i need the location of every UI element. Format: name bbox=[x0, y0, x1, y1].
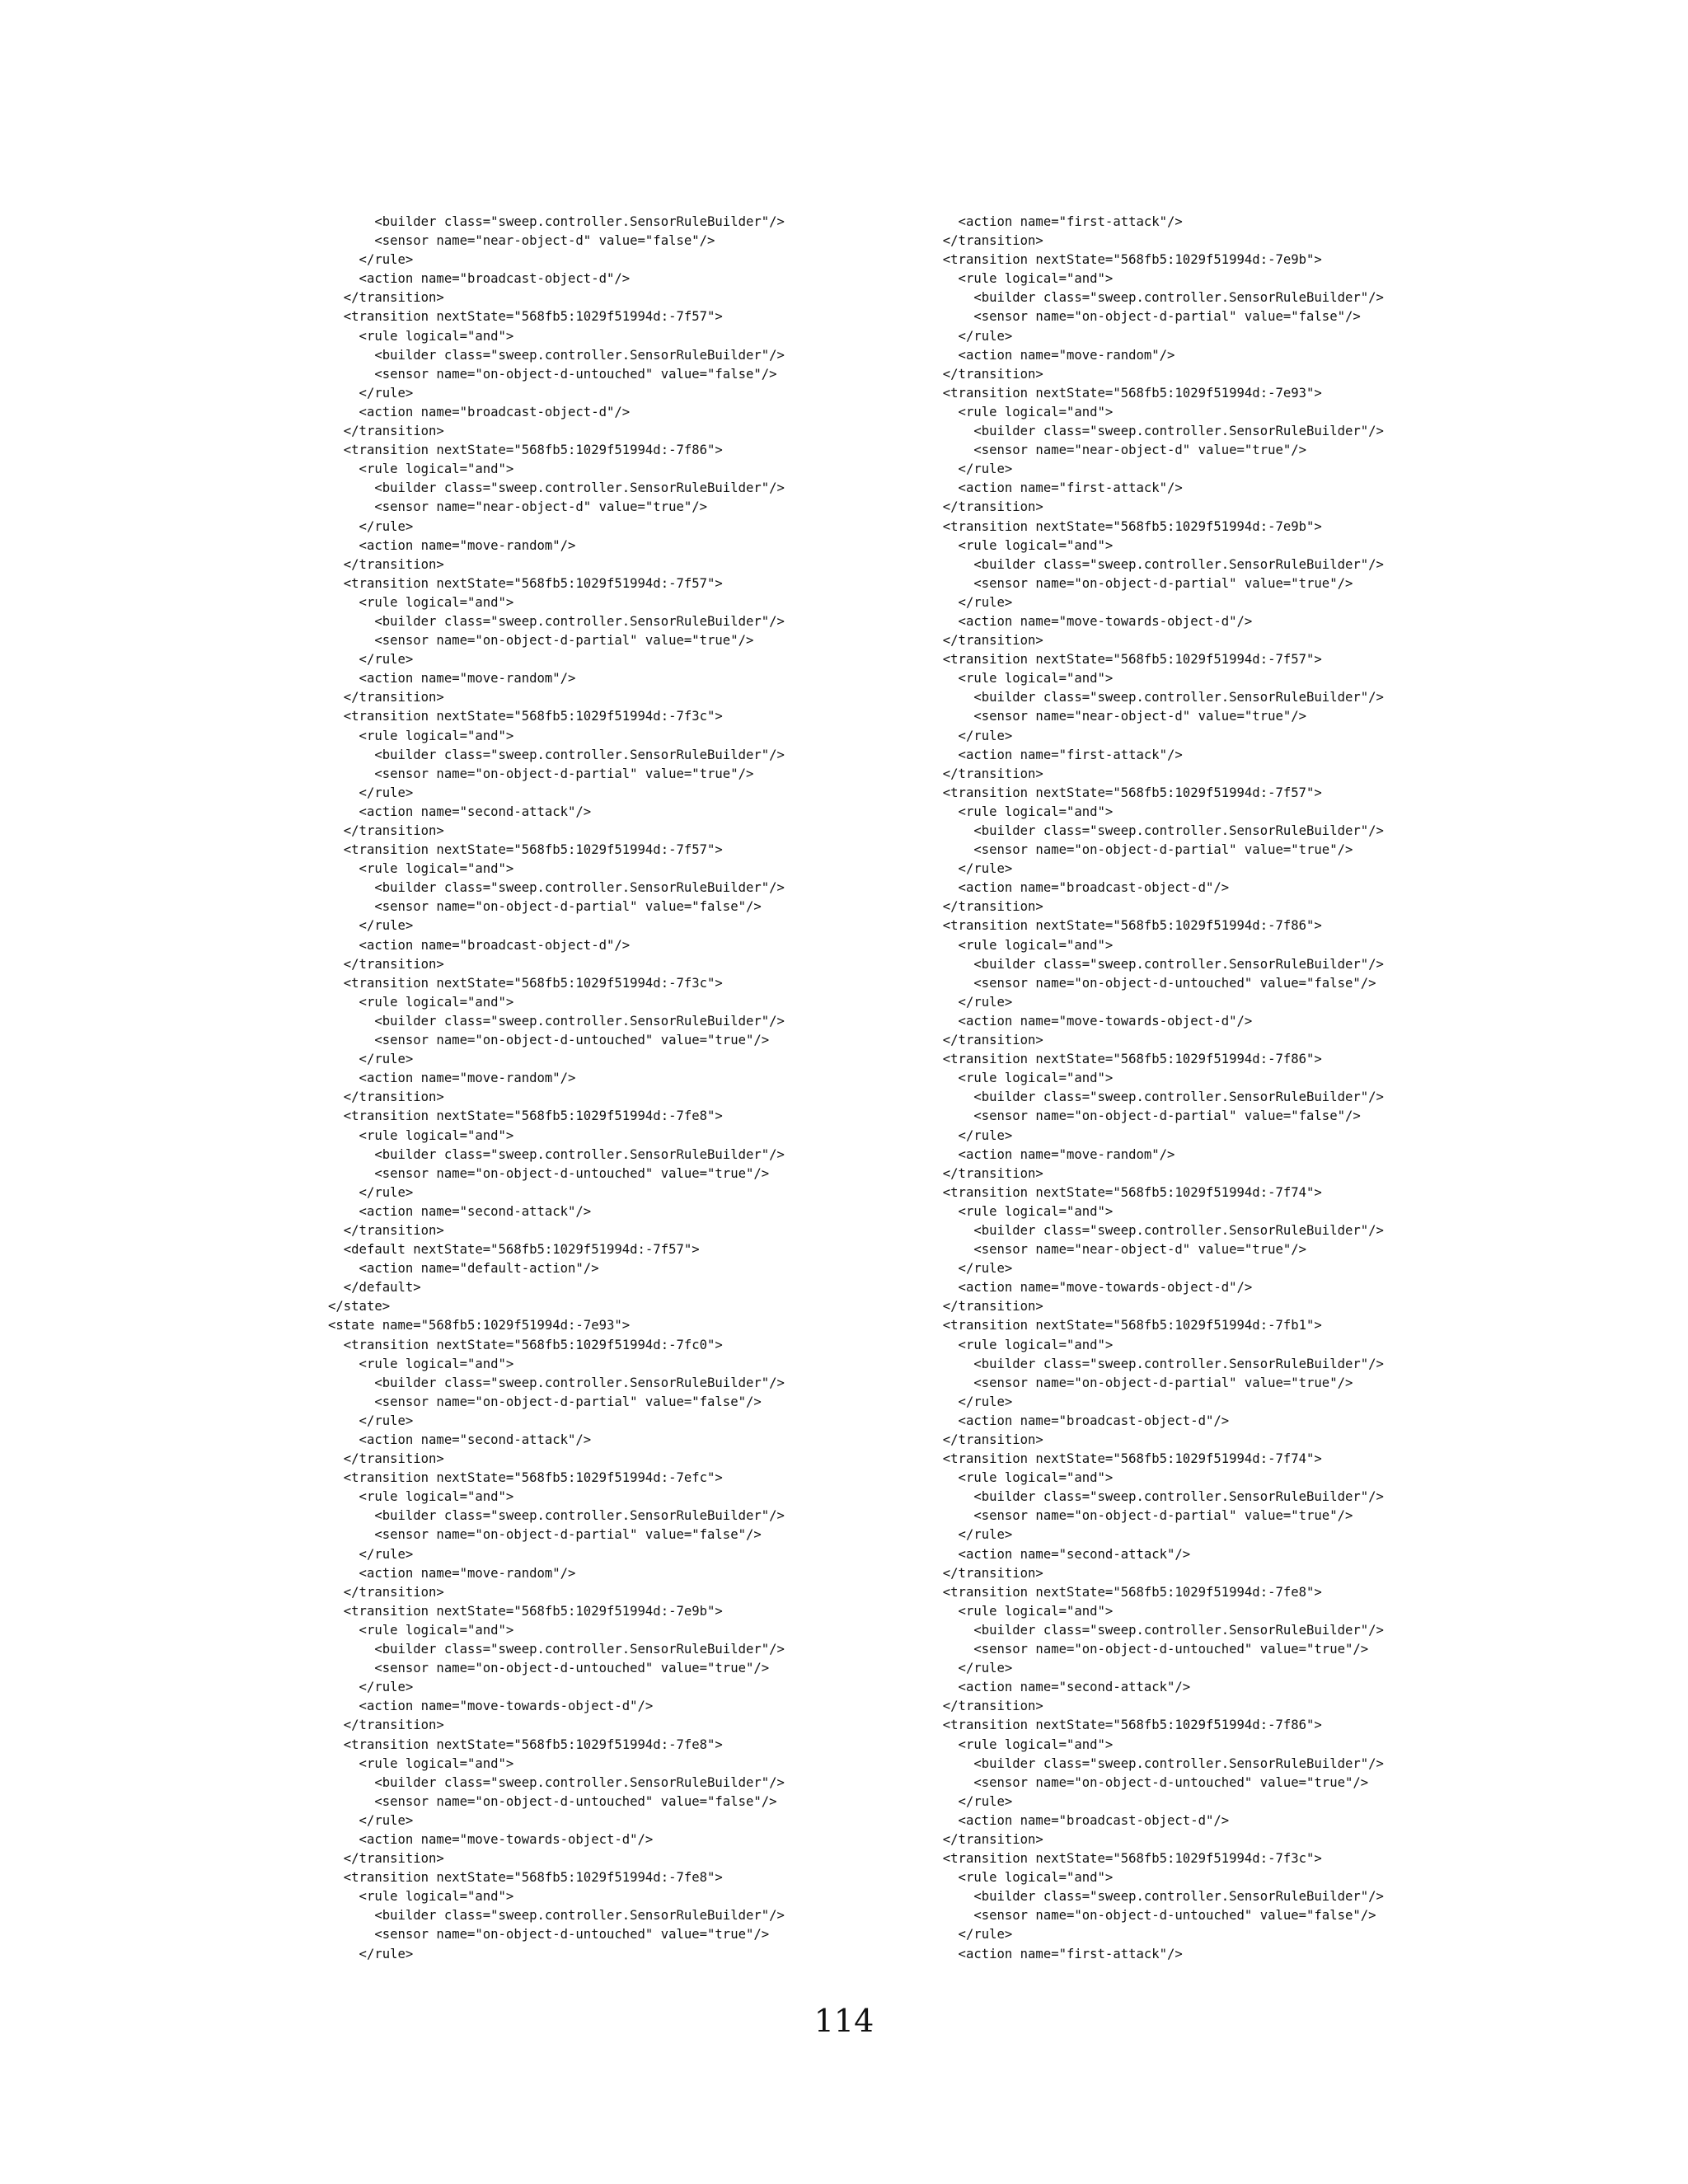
code-line: <action name="broadcast-object-d"/> bbox=[927, 1413, 1230, 1428]
code-line: <sensor name="on-object-d-partial" value="false"/> bbox=[328, 1394, 762, 1409]
code-line: <sensor name="near-object-d" value="true"/> bbox=[927, 709, 1307, 724]
code-line: <transition nextState="568fb5:1029f51994d:-7fe8"> bbox=[927, 1584, 1322, 1600]
code-line: </transition> bbox=[328, 1584, 444, 1600]
code-line: </rule> bbox=[328, 1184, 414, 1200]
code-line: </transition> bbox=[328, 1222, 444, 1238]
code-line: <action name="broadcast-object-d"/> bbox=[927, 880, 1230, 896]
code-line: </rule> bbox=[927, 1927, 1013, 1943]
code-line: <builder class="sweep.controller.SensorRuleBuilder"/> bbox=[927, 1622, 1384, 1638]
code-line: <rule logical="and"> bbox=[328, 1356, 514, 1371]
code-line: </transition> bbox=[328, 1451, 444, 1467]
code-line: <transition nextState="568fb5:1029f51994d:-7f86"> bbox=[927, 918, 1322, 934]
code-line: <action name="move-towards-object-d"/> bbox=[927, 613, 1253, 629]
code-line: <transition nextState="568fb5:1029f51994d:-7f3c"> bbox=[328, 709, 723, 724]
code-line: <transition nextState="568fb5:1029f51994d:-7fb1"> bbox=[927, 1318, 1322, 1333]
code-line: <rule logical="and"> bbox=[328, 1489, 514, 1505]
code-line: <sensor name="on-object-d-partial" value="true"/> bbox=[927, 842, 1353, 858]
code-line: <rule logical="and"> bbox=[927, 404, 1114, 419]
code-line: </transition> bbox=[927, 1299, 1043, 1315]
code-line: <builder class="sweep.controller.SensorRuleBuilder"/> bbox=[927, 1090, 1384, 1105]
code-line: <builder class="sweep.controller.SensorRuleBuilder"/> bbox=[328, 480, 785, 496]
code-line: <rule logical="and"> bbox=[328, 994, 514, 1010]
code-line: <state name="568fb5:1029f51994d:-7e93"> bbox=[328, 1318, 631, 1333]
code-line: </transition> bbox=[328, 956, 444, 972]
code-line: </transition> bbox=[927, 233, 1043, 249]
code-line: <rule logical="and"> bbox=[328, 462, 514, 477]
code-line: <sensor name="on-object-d-partial" value="true"/> bbox=[927, 575, 1353, 591]
code-line: </rule> bbox=[328, 385, 414, 401]
code-line: </transition> bbox=[328, 424, 444, 439]
code-line: <builder class="sweep.controller.SensorRuleBuilder"/> bbox=[328, 613, 785, 629]
code-line: <action name="second-attack"/> bbox=[328, 1203, 592, 1219]
code-line: <rule logical="and"> bbox=[927, 537, 1114, 553]
code-line: <transition nextState="568fb5:1029f51994d:-7f86"> bbox=[927, 1052, 1322, 1067]
code-line: <builder class="sweep.controller.SensorRuleBuilder"/> bbox=[927, 956, 1384, 972]
code-line: </rule> bbox=[328, 1413, 414, 1428]
code-line: <action name="move-random"/> bbox=[328, 671, 576, 687]
code-line: <sensor name="on-object-d-untouched" value="true"/> bbox=[328, 1033, 770, 1048]
code-line: <rule logical="and"> bbox=[328, 1622, 514, 1638]
code-line: <transition nextState="568fb5:1029f51994d:-7f74"> bbox=[927, 1451, 1322, 1467]
code-line: <rule logical="and"> bbox=[328, 594, 514, 610]
code-line: <builder class="sweep.controller.SensorRuleBuilder"/> bbox=[328, 747, 785, 762]
code-line: <action name="first-attack"/> bbox=[927, 480, 1183, 496]
code-line: <sensor name="on-object-d-partial" value="false"/> bbox=[927, 309, 1361, 325]
code-line: <rule logical="and"> bbox=[328, 861, 514, 877]
code-line: <builder class="sweep.controller.SensorRuleBuilder"/> bbox=[328, 1146, 785, 1162]
code-line: <transition nextState="568fb5:1029f51994d:-7f57"> bbox=[927, 652, 1322, 668]
code-line: </transition> bbox=[927, 1033, 1043, 1048]
code-line: <rule logical="and"> bbox=[927, 1071, 1114, 1086]
code-line: </transition> bbox=[328, 823, 444, 838]
code-line: <sensor name="near-object-d" value="true"/> bbox=[328, 499, 708, 515]
code-line: <transition nextState="568fb5:1029f51994d:-7fe8"> bbox=[328, 1736, 723, 1752]
code-line: </rule> bbox=[328, 518, 414, 534]
code-line: <action name="move-random"/> bbox=[927, 347, 1175, 363]
code-line: <rule logical="and"> bbox=[927, 1470, 1114, 1486]
code-line: </rule> bbox=[328, 1812, 414, 1828]
code-line: </rule> bbox=[927, 328, 1013, 344]
code-column-right bbox=[927, 213, 1384, 1964]
code-line: <sensor name="near-object-d" value="true"/> bbox=[927, 443, 1307, 458]
code-line: <action name="move-towards-object-d"/> bbox=[927, 1280, 1253, 1296]
code-line: <action name="broadcast-object-d"/> bbox=[328, 937, 631, 953]
code-line: <rule logical="and"> bbox=[927, 1736, 1114, 1752]
code-line: </transition> bbox=[328, 556, 444, 572]
code-line: </transition> bbox=[328, 1718, 444, 1733]
code-line: <default nextState="568fb5:1029f51994d:-7f57"> bbox=[328, 1242, 700, 1258]
code-line: <action name="second-attack"/> bbox=[328, 804, 592, 819]
code-line: </transition> bbox=[328, 690, 444, 705]
code-line: <sensor name="on-object-d-partial" value="true"/> bbox=[328, 766, 754, 781]
code-line: <rule logical="and"> bbox=[328, 1755, 514, 1771]
code-line: <sensor name="on-object-d-partial" value="false"/> bbox=[927, 1108, 1361, 1124]
code-line: <rule logical="and"> bbox=[927, 1870, 1114, 1886]
code-line: </transition> bbox=[927, 1831, 1043, 1847]
code-line: </transition> bbox=[927, 1165, 1043, 1181]
code-line: <rule logical="and"> bbox=[927, 671, 1114, 687]
code-line: </transition> bbox=[328, 1090, 444, 1105]
code-line: <rule logical="and"> bbox=[328, 728, 514, 743]
code-line: </rule> bbox=[328, 652, 414, 668]
code-line: <sensor name="near-object-d" value="true"/> bbox=[927, 1242, 1307, 1258]
code-line: <sensor name="on-object-d-partial" value="true"/> bbox=[927, 1508, 1353, 1524]
code-line: </rule> bbox=[927, 861, 1013, 877]
code-line: <transition nextState="568fb5:1029f51994d:-7fc0"> bbox=[328, 1337, 723, 1352]
code-line: <rule logical="and"> bbox=[927, 937, 1114, 953]
code-line: </default> bbox=[328, 1280, 421, 1296]
code-line: <action name="move-random"/> bbox=[328, 1071, 576, 1086]
code-line: <sensor name="on-object-d-untouched" value="false"/> bbox=[328, 1793, 777, 1809]
code-line: <sensor name="on-object-d-untouched" value="false"/> bbox=[927, 1908, 1376, 1924]
code-line: </rule> bbox=[927, 1527, 1013, 1543]
code-line: </rule> bbox=[927, 1661, 1013, 1676]
code-line: <sensor name="on-object-d-partial" value="true"/> bbox=[927, 1375, 1353, 1390]
code-line: <action name="move-towards-object-d"/> bbox=[328, 1699, 654, 1714]
code-line: <transition nextState="568fb5:1029f51994d:-7e9b"> bbox=[328, 1603, 723, 1619]
code-line: <action name="default-action"/> bbox=[328, 1261, 599, 1277]
code-line: <transition nextState="568fb5:1029f51994d:-7f74"> bbox=[927, 1184, 1322, 1200]
code-line: <builder class="sweep.controller.SensorRuleBuilder"/> bbox=[328, 1013, 785, 1029]
code-line: </transition> bbox=[927, 1432, 1043, 1447]
code-line: <rule logical="and"> bbox=[927, 1603, 1114, 1619]
code-column-left bbox=[328, 213, 785, 1964]
code-line: <transition nextState="568fb5:1029f51994d:-7f3c"> bbox=[328, 975, 723, 991]
code-line: <action name="move-towards-object-d"/> bbox=[328, 1831, 654, 1847]
code-line: <transition nextState="568fb5:1029f51994d:-7fe8"> bbox=[328, 1108, 723, 1124]
code-line: <rule logical="and"> bbox=[328, 1127, 514, 1143]
code-line: </rule> bbox=[328, 918, 414, 934]
code-line: <transition nextState="568fb5:1029f51994d:-7f57"> bbox=[328, 309, 723, 325]
code-line: <sensor name="on-object-d-untouched" value="false"/> bbox=[328, 366, 777, 382]
code-line: <action name="first-attack"/> bbox=[927, 747, 1183, 762]
code-line: <builder class="sweep.controller.SensorRuleBuilder"/> bbox=[328, 1375, 785, 1390]
code-line: </transition> bbox=[927, 366, 1043, 382]
code-line: <action name="move-random"/> bbox=[927, 1146, 1175, 1162]
code-line: <sensor name="on-object-d-untouched" value="true"/> bbox=[927, 1774, 1369, 1790]
code-line: <transition nextState="568fb5:1029f51994d:-7f57"> bbox=[927, 785, 1322, 800]
code-line: </rule> bbox=[927, 728, 1013, 743]
code-line: </rule> bbox=[328, 252, 414, 268]
code-line: </transition> bbox=[927, 499, 1043, 515]
code-line: <transition nextState="568fb5:1029f51994d:-7e9b"> bbox=[927, 252, 1322, 268]
code-line: <sensor name="on-object-d-untouched" value="true"/> bbox=[328, 1661, 770, 1676]
code-line: <rule logical="and"> bbox=[927, 804, 1114, 819]
code-line: <action name="first-attack"/> bbox=[927, 214, 1183, 229]
code-line: <sensor name="on-object-d-partial" value="false"/> bbox=[328, 899, 762, 915]
code-line: <transition nextState="568fb5:1029f51994d:-7f57"> bbox=[328, 575, 723, 591]
code-line: </rule> bbox=[328, 1052, 414, 1067]
code-line: <sensor name="on-object-d-partial" value="false"/> bbox=[328, 1527, 762, 1543]
code-line: <builder class="sweep.controller.SensorRuleBuilder"/> bbox=[328, 880, 785, 896]
code-line: </rule> bbox=[328, 1680, 414, 1695]
code-line: </rule> bbox=[927, 994, 1013, 1010]
code-line: </rule> bbox=[927, 594, 1013, 610]
code-line: <rule logical="and"> bbox=[927, 1203, 1114, 1219]
code-line: <rule logical="and"> bbox=[328, 328, 514, 344]
code-line: <transition nextState="568fb5:1029f51994d:-7e9b"> bbox=[927, 518, 1322, 534]
code-line: </transition> bbox=[927, 633, 1043, 649]
code-line: <transition nextState="568fb5:1029f51994d:-7f86"> bbox=[328, 443, 723, 458]
code-line: <action name="move-towards-object-d"/> bbox=[927, 1013, 1253, 1029]
code-line: <builder class="sweep.controller.SensorRuleBuilder"/> bbox=[927, 1489, 1384, 1505]
code-line: </transition> bbox=[927, 766, 1043, 781]
code-line: </transition> bbox=[328, 1851, 444, 1867]
code-line: </transition> bbox=[328, 290, 444, 306]
code-line: </transition> bbox=[927, 1699, 1043, 1714]
code-line: <action name="move-random"/> bbox=[328, 537, 576, 553]
code-line: <builder class="sweep.controller.SensorRuleBuilder"/> bbox=[927, 290, 1384, 306]
code-line: <builder class="sweep.controller.SensorRuleBuilder"/> bbox=[927, 1356, 1384, 1371]
code-line: <builder class="sweep.controller.SensorRuleBuilder"/> bbox=[927, 424, 1384, 439]
code-line: <sensor name="on-object-d-untouched" value="false"/> bbox=[927, 975, 1376, 991]
code-line: <transition nextState="568fb5:1029f51994d:-7fe8"> bbox=[328, 1870, 723, 1886]
code-line: <sensor name="near-object-d" value="false"/> bbox=[328, 233, 715, 249]
code-line: <builder class="sweep.controller.SensorRuleBuilder"/> bbox=[328, 1508, 785, 1524]
code-line: <transition nextState="568fb5:1029f51994d:-7e93"> bbox=[927, 385, 1322, 401]
code-line: <sensor name="on-object-d-untouched" value="true"/> bbox=[328, 1165, 770, 1181]
code-line: </rule> bbox=[927, 1127, 1013, 1143]
code-line: <action name="second-attack"/> bbox=[927, 1680, 1191, 1695]
code-line: </rule> bbox=[927, 1261, 1013, 1277]
code-line: </rule> bbox=[927, 1394, 1013, 1409]
code-line: </transition> bbox=[927, 1565, 1043, 1581]
code-line: <action name="second-attack"/> bbox=[328, 1432, 592, 1447]
code-line: </rule> bbox=[328, 785, 414, 800]
code-line: </state> bbox=[328, 1299, 391, 1315]
code-line: <transition nextState="568fb5:1029f51994d:-7f3c"> bbox=[927, 1851, 1322, 1867]
code-line: <transition nextState="568fb5:1029f51994d:-7f86"> bbox=[927, 1718, 1322, 1733]
code-line: <builder class="sweep.controller.SensorRuleBuilder"/> bbox=[927, 1755, 1384, 1771]
code-line: <action name="broadcast-object-d"/> bbox=[328, 404, 631, 419]
code-line: <builder class="sweep.controller.SensorRuleBuilder"/> bbox=[927, 823, 1384, 838]
code-line: <transition nextState="568fb5:1029f51994d:-7f57"> bbox=[328, 842, 723, 858]
code-line: <builder class="sweep.controller.SensorRuleBuilder"/> bbox=[927, 1222, 1384, 1238]
code-line: <builder class="sweep.controller.SensorRuleBuilder"/> bbox=[328, 1774, 785, 1790]
code-line: </rule> bbox=[927, 1793, 1013, 1809]
code-line: <builder class="sweep.controller.SensorRuleBuilder"/> bbox=[328, 214, 785, 229]
code-line: <rule logical="and"> bbox=[328, 1889, 514, 1905]
code-line: <rule logical="and"> bbox=[927, 271, 1114, 287]
code-line: <builder class="sweep.controller.SensorRuleBuilder"/> bbox=[328, 347, 785, 363]
code-line: <sensor name="on-object-d-partial" value="true"/> bbox=[328, 633, 754, 649]
code-line: </rule> bbox=[927, 462, 1013, 477]
code-line: <builder class="sweep.controller.SensorRuleBuilder"/> bbox=[927, 1889, 1384, 1905]
code-line: <action name="second-attack"/> bbox=[927, 1546, 1191, 1562]
code-line: <rule logical="and"> bbox=[927, 1337, 1114, 1352]
code-line: <builder class="sweep.controller.SensorRuleBuilder"/> bbox=[328, 1908, 785, 1924]
code-line: <sensor name="on-object-d-untouched" value="true"/> bbox=[927, 1642, 1369, 1657]
page-number: 114 bbox=[814, 2003, 874, 2039]
code-line: <transition nextState="568fb5:1029f51994d:-7efc"> bbox=[328, 1470, 723, 1486]
code-line: <sensor name="on-object-d-untouched" value="true"/> bbox=[328, 1927, 770, 1943]
code-line: </transition> bbox=[927, 899, 1043, 915]
code-line: <builder class="sweep.controller.SensorRuleBuilder"/> bbox=[927, 556, 1384, 572]
code-line: <action name="broadcast-object-d"/> bbox=[328, 271, 631, 287]
code-line: <action name="move-random"/> bbox=[328, 1565, 576, 1581]
code-line: <builder class="sweep.controller.SensorRuleBuilder"/> bbox=[328, 1642, 785, 1657]
code-line: <builder class="sweep.controller.SensorRuleBuilder"/> bbox=[927, 690, 1384, 705]
code-line: <action name="first-attack"/> bbox=[927, 1946, 1183, 1961]
code-line: </rule> bbox=[328, 1946, 414, 1961]
code-line: <action name="broadcast-object-d"/> bbox=[927, 1812, 1230, 1828]
code-line: </rule> bbox=[328, 1546, 414, 1562]
